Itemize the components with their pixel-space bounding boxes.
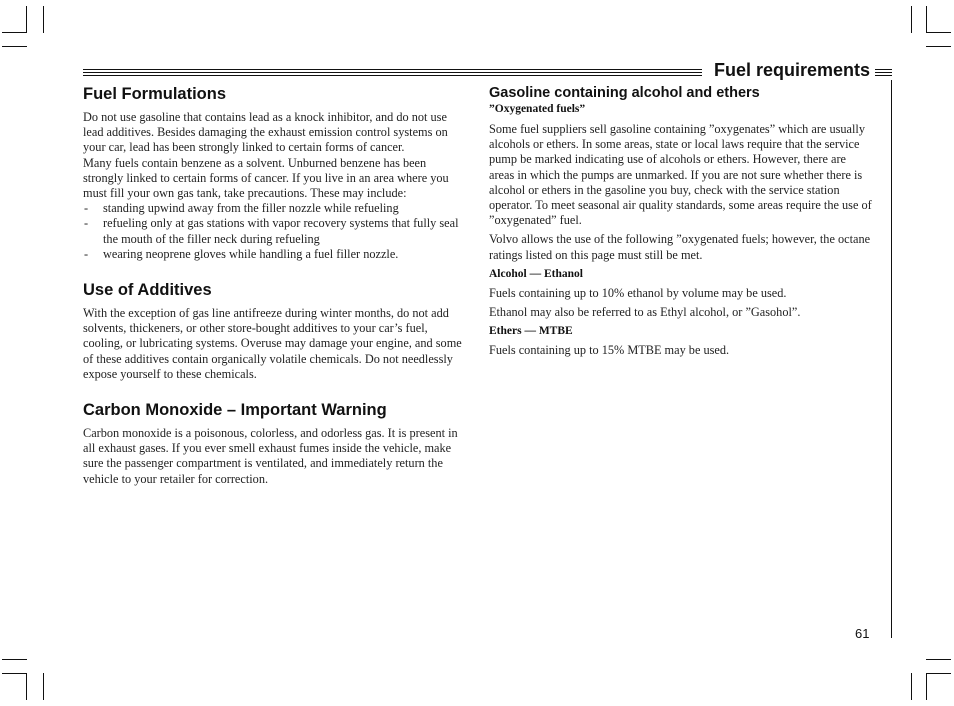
crop-mark — [926, 659, 951, 660]
ethers-subheading: Ethers — MTBE — [489, 325, 573, 338]
crop-mark — [926, 673, 927, 700]
fuel-formulations-paragraph: Many fuels contain benzene as a solvent. Unburned benzene has been strongly linked to certain forms of cancer. If you live in an area where you must fill your own gas tank, take precautions. These may include: — [83, 155, 449, 201]
header-rule — [83, 69, 702, 70]
oxygenates-paragraph: Some fuel suppliers sell gasoline containing ”oxygenates” which are usually alcohols or ethers. In some areas, state or local laws require that the service pump be marked indicating use of alcohols or ethers. However, there are areas in which the pumps are unmarked. If you are not sure whether there is alcohol or ethers in the gasoline you buy, check with the service station operator. To meet seasonal air quality standards, some areas require the use of ”oxygenated” fuel. — [489, 122, 872, 228]
page-title: Fuel requirements — [713, 60, 870, 80]
volvo-allows-paragraph: Volvo allows the use of the following ”oxygenated fuels; however, the octane ratings listed on this page must still be met. — [489, 232, 871, 262]
additives-paragraph: With the exception of gas line antifreeze during winter months, do not add solvents, thickeners, or other store-bought additives to your car’s fuel, cooling, or lubricating systems. Overuse may damage your engine, and some of these additives contain organically volatile chemicals. Do not needlessly expose yourself to these chemicals. — [83, 306, 462, 381]
crop-mark — [2, 46, 27, 47]
header-rule — [83, 72, 702, 73]
list-item: - wearing neoprene gloves while handling a fuel filler nozzle. — [83, 247, 464, 262]
crop-mark — [926, 46, 951, 47]
crop-mark — [926, 6, 927, 33]
page-number: 61 — [855, 626, 870, 641]
additives-section — [83, 280, 464, 382]
crop-mark — [26, 6, 27, 33]
crop-mark — [2, 659, 27, 660]
crop-mark — [26, 673, 27, 700]
header-rule — [83, 75, 702, 76]
header-rule — [875, 69, 892, 70]
crop-mark — [926, 32, 951, 33]
mtbe-paragraph: Fuels containing up to 15% MTBE may be used. — [489, 343, 730, 358]
crop-mark — [2, 32, 27, 33]
list-item: - standing upwind away from the filler nozzle while refueling — [83, 201, 464, 216]
crop-mark — [43, 6, 44, 33]
alcohol-subheading: Alcohol — Ethanol — [489, 267, 583, 280]
crop-mark — [911, 673, 912, 700]
list-item: - refueling only at gas stations with vapor recovery systems that fully seal the mouth of the filler neck during refueling — [83, 216, 464, 246]
fuel-formulations-heading: Fuel Formulations — [83, 85, 227, 103]
alcohol-ethers-heading: Gasoline containing alcohol and ethers — [489, 85, 760, 101]
crop-mark — [2, 673, 27, 674]
page-edge-rule — [891, 80, 892, 638]
right-column — [489, 84, 872, 358]
fuel-formulations-paragraph: Do not use gasoline that contains lead as a knock inhibitor, and do not use lead additives. Besides damaging the exhaust emission control systems on your car, lead has been strongly linked to certain forms of cancer. — [83, 110, 448, 155]
ethanol-alias-paragraph: Ethanol may also be referred to as Ethyl alcohol, or ”Gasohol”. — [489, 305, 801, 320]
carbon-monoxide-heading: Carbon Monoxide – Important Warning — [83, 401, 387, 420]
header-rule — [875, 72, 892, 73]
crop-mark — [926, 673, 951, 674]
ethanol-paragraph: Fuels containing up to 10% ethanol by volume may be used. — [489, 285, 787, 300]
left-column — [83, 84, 464, 505]
carbon-monoxide-paragraph: Carbon monoxide is a poisonous, colorless, and odorless gas. It is present in all exhaust gases. If you ever smell exhaust fumes inside the vehicle, make sure the passenger compartment is ventilated, and immediately return the vehicle to your retailer for correction. — [83, 426, 458, 486]
oxygenated-subheading: ”Oxygenated fuels” — [489, 103, 586, 115]
carbon-monoxide-section — [83, 400, 464, 487]
crop-mark — [911, 6, 912, 33]
precautions-list — [83, 201, 464, 262]
header-rule — [875, 75, 892, 76]
fuel-formulations-section — [83, 84, 464, 262]
crop-mark — [43, 673, 44, 700]
additives-heading: Use of Additives — [83, 281, 212, 300]
